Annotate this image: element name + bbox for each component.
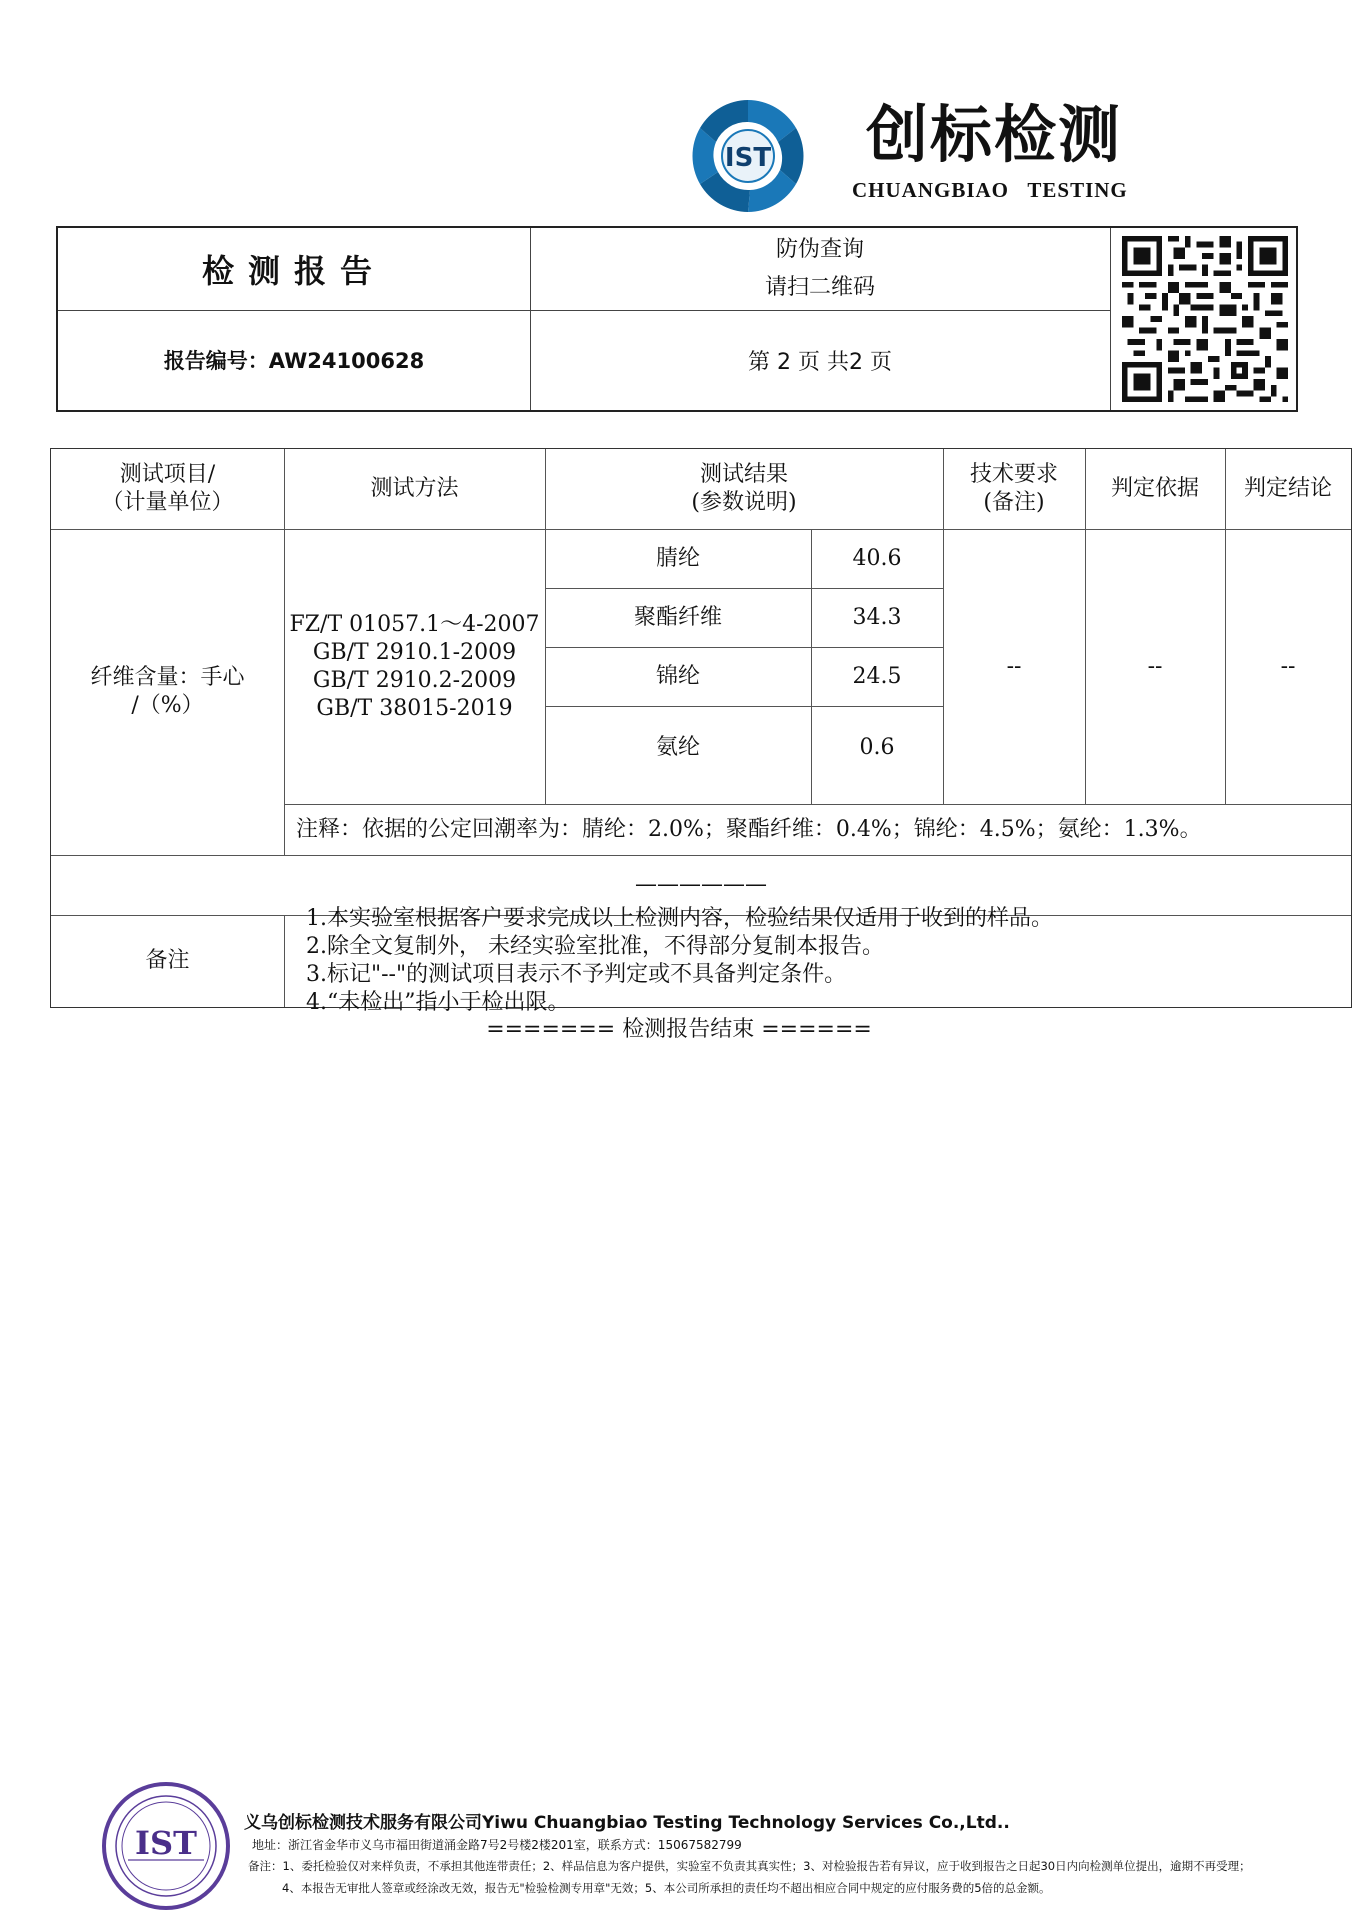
test-item-line1: 纤维含量：手心 (90, 665, 245, 690)
results-table (50, 448, 1352, 1015)
remark-item: 1.本实验室根据客户要求完成以上检测内容，检验结果仅适用于收到的样品。 (306, 906, 1053, 931)
header-conclusion: 判定结论 (1243, 476, 1332, 501)
header-test-method: 测试方法 (370, 476, 459, 501)
footer-address: 地址：浙江省金华市义乌市福田街道涌金路7号2号楼2楼201室，联系方式：15067582799 (252, 1838, 742, 1852)
verify-line-1: 防伪查询 (775, 237, 864, 262)
remarks-label: 备注 (145, 948, 190, 973)
verify-line-2: 请扫二维码 (764, 275, 875, 300)
result-name: 氨纶 (655, 735, 700, 760)
header-test-result-line2: (参数说明) (691, 490, 797, 515)
result-name: 聚酯纤维 (633, 604, 722, 630)
header-requirement-line2: (备注) (983, 490, 1045, 515)
report-end-line: ======= 检测报告结束 ====== (486, 1017, 872, 1042)
header-test-item-line1: 测试项目/ (119, 462, 216, 487)
test-item-line2: /（%） (131, 693, 204, 718)
method-3: GB/T 2910.2-2009 (312, 667, 517, 693)
test-item (51, 529, 284, 855)
test-methods (284, 529, 545, 804)
report-title: 检测报告 (201, 252, 386, 290)
result-value: 34.3 (852, 604, 902, 630)
result-value: 24.5 (852, 663, 902, 689)
report-header (56, 226, 1298, 412)
result-value: 0.6 (859, 735, 895, 760)
header-test-item (51, 449, 284, 529)
separator-line: —————— (635, 872, 767, 897)
header-test-result-line1: 测试结果 (699, 462, 788, 487)
header-requirement (943, 449, 1085, 529)
remark-item: 3.标记"--"的测试项目表示不予判定或不具备判定条件。 (306, 962, 847, 987)
method-1: FZ/T 01057.1～4-2007 (289, 611, 540, 637)
header-requirement-line1: 技术要求 (969, 462, 1058, 487)
method-4: GB/T 38015-2019 (316, 695, 513, 721)
basis-value: -- (1147, 653, 1163, 679)
conclusion-value: -- (1280, 653, 1296, 679)
logo-text: IST (724, 143, 772, 173)
result-name: 腈纶 (655, 545, 700, 571)
seal-text: IST (135, 1824, 197, 1862)
header-test-result (545, 449, 943, 529)
qr-code[interactable] (1118, 236, 1292, 402)
result-value: 40.6 (852, 545, 902, 571)
report-number: 报告编号：AW24100628 (163, 349, 425, 373)
page-info: 第 2 页 共2 页 (748, 349, 892, 375)
footer-note-1: 备注：1、委托检验仅对来样负责，不承担其他连带责任；2、样品信息为客户提供，实验室不负责其真实性；3、对检验报告若有异议，应于收到报告之日起30日内向检测单位提出，逾期不再受理； (248, 1859, 1251, 1873)
remark-item: 2.除全文复制外， 未经实验室批准，不得部分复制本报告。 (306, 934, 884, 959)
header-basis: 判定依据 (1110, 476, 1199, 501)
brand-name-en: CHUANGBIAO TESTING (852, 178, 1128, 202)
brand-name-cn: 创标检测 (866, 98, 1123, 171)
header-test-item-line2: （计量单位） (101, 490, 234, 515)
verify-info (530, 228, 1110, 310)
footer-company: 义乌创标检测技术服务有限公司Yiwu Chuangbiao Testing Technology Services Co.,Ltd.. (244, 1813, 1010, 1833)
footer-note-2: 4、本报告无审批人签章或经涂改无效，报告无"检验检测专用章"无效；5、本公司所承担的责任均不超出相应合同中规定的应付服务费的5倍的总金额。 (282, 1881, 1051, 1895)
remark-item: 4.“未检出”指小于检出限。 (306, 990, 570, 1015)
remarks-list (306, 906, 1346, 1015)
requirement-value: -- (1006, 653, 1022, 679)
moisture-regain-note: 注释：依据的公定回潮率为：腈纶：2.0%；聚酯纤维：0.4%；锦纶：4.5%；氨纶：1.3%。 (296, 816, 1202, 842)
company-seal (100, 1780, 232, 1912)
result-name: 锦纶 (655, 663, 700, 689)
method-2: GB/T 2910.1-2009 (312, 639, 517, 665)
ist-logo (688, 96, 808, 216)
